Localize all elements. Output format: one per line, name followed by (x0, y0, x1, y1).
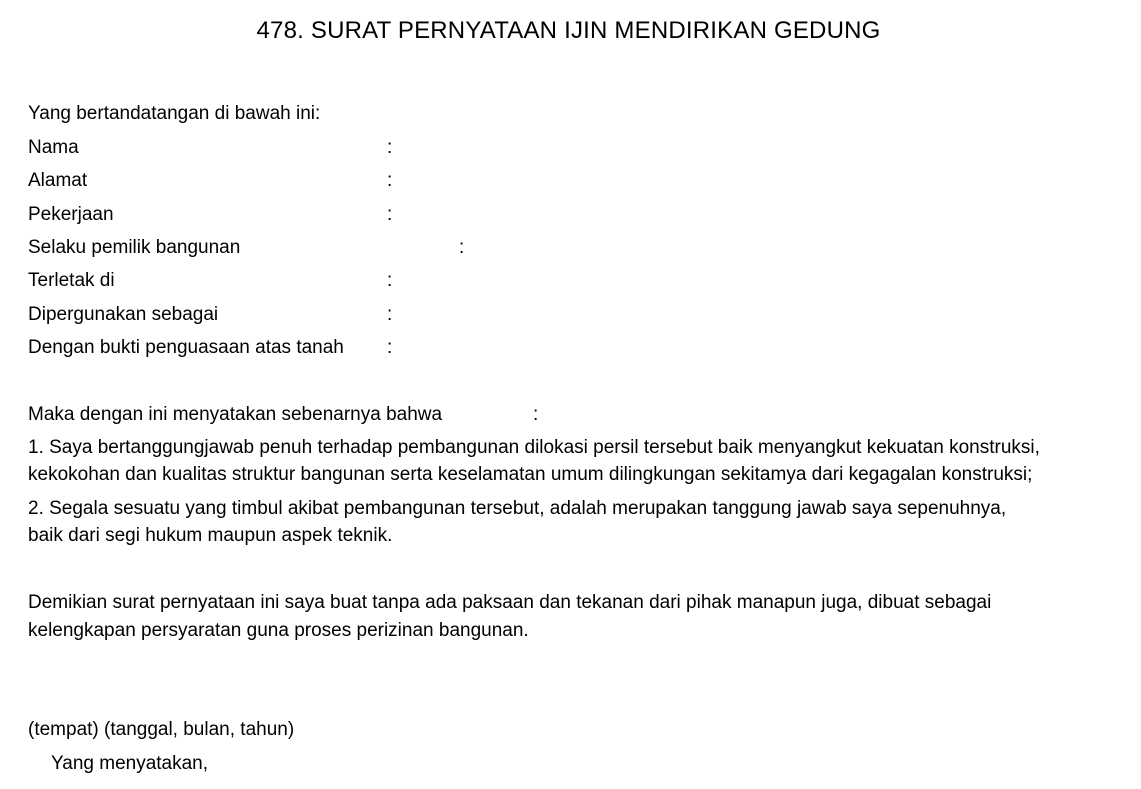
field-label-nama: Nama (28, 137, 79, 158)
field-label-terletak: Terletak di (28, 270, 115, 291)
closing-line-2: kelengkapan persyaratan guna proses perizinan bangunan. (28, 620, 529, 641)
field-colon-dipergunakan: : (387, 304, 393, 325)
field-label-alamat: Alamat (28, 170, 88, 191)
field-colon-bukti: : (387, 337, 393, 358)
field-colon-nama: : (387, 137, 393, 158)
field-colon-pemilik: : (459, 237, 465, 258)
field-label-pemilik: Selaku pemilik bangunan (28, 237, 241, 258)
field-colon-terletak: : (387, 270, 393, 291)
field-label-bukti: Dengan bukti penguasaan atas tanah (28, 337, 344, 358)
field-colon-pekerjaan: : (387, 204, 393, 225)
closing-line-1: Demikian surat pernyataan ini saya buat tanpa ada paksaan dan tekanan dari pihak manapun juga, dibuat sebagai (28, 592, 992, 613)
place-date: (tempat) (tanggal, bulan, tahun) (28, 719, 295, 740)
document-title: 478. SURAT PERNYATAAN IJIN MENDIRIKAN GEDUNG (256, 17, 881, 44)
point-2-line-2: baik dari segi hukum maupun aspek teknik. (28, 525, 393, 546)
point-2-line-1: 2. Segala sesuatu yang timbul akibat pembangunan tersebut, adalah merupakan tanggung jawab saya sepenuhnya, (28, 498, 1007, 519)
signoff: Yang menyatakan, (51, 753, 209, 774)
statement-colon: : (533, 404, 539, 425)
field-label-pekerjaan: Pekerjaan (28, 204, 114, 225)
field-colon-alamat: : (387, 170, 393, 191)
point-1-line-2: kekokohan dan kualitas struktur bangunan serta keselamatan umum dilingkungan sekitamya dari kegagalan konstruksi; (28, 464, 1033, 485)
intro-text: Yang bertandatangan di bawah ini: (28, 103, 321, 124)
statement-intro: Maka dengan ini menyatakan sebenarnya bahwa (28, 404, 443, 425)
field-label-dipergunakan: Dipergunakan sebagai (28, 304, 219, 325)
point-1-line-1: 1. Saya bertanggungjawab penuh terhadap pembangunan dilokasi persil tersebut baik menyangkut kekuatan konstruksi, (28, 437, 1040, 458)
